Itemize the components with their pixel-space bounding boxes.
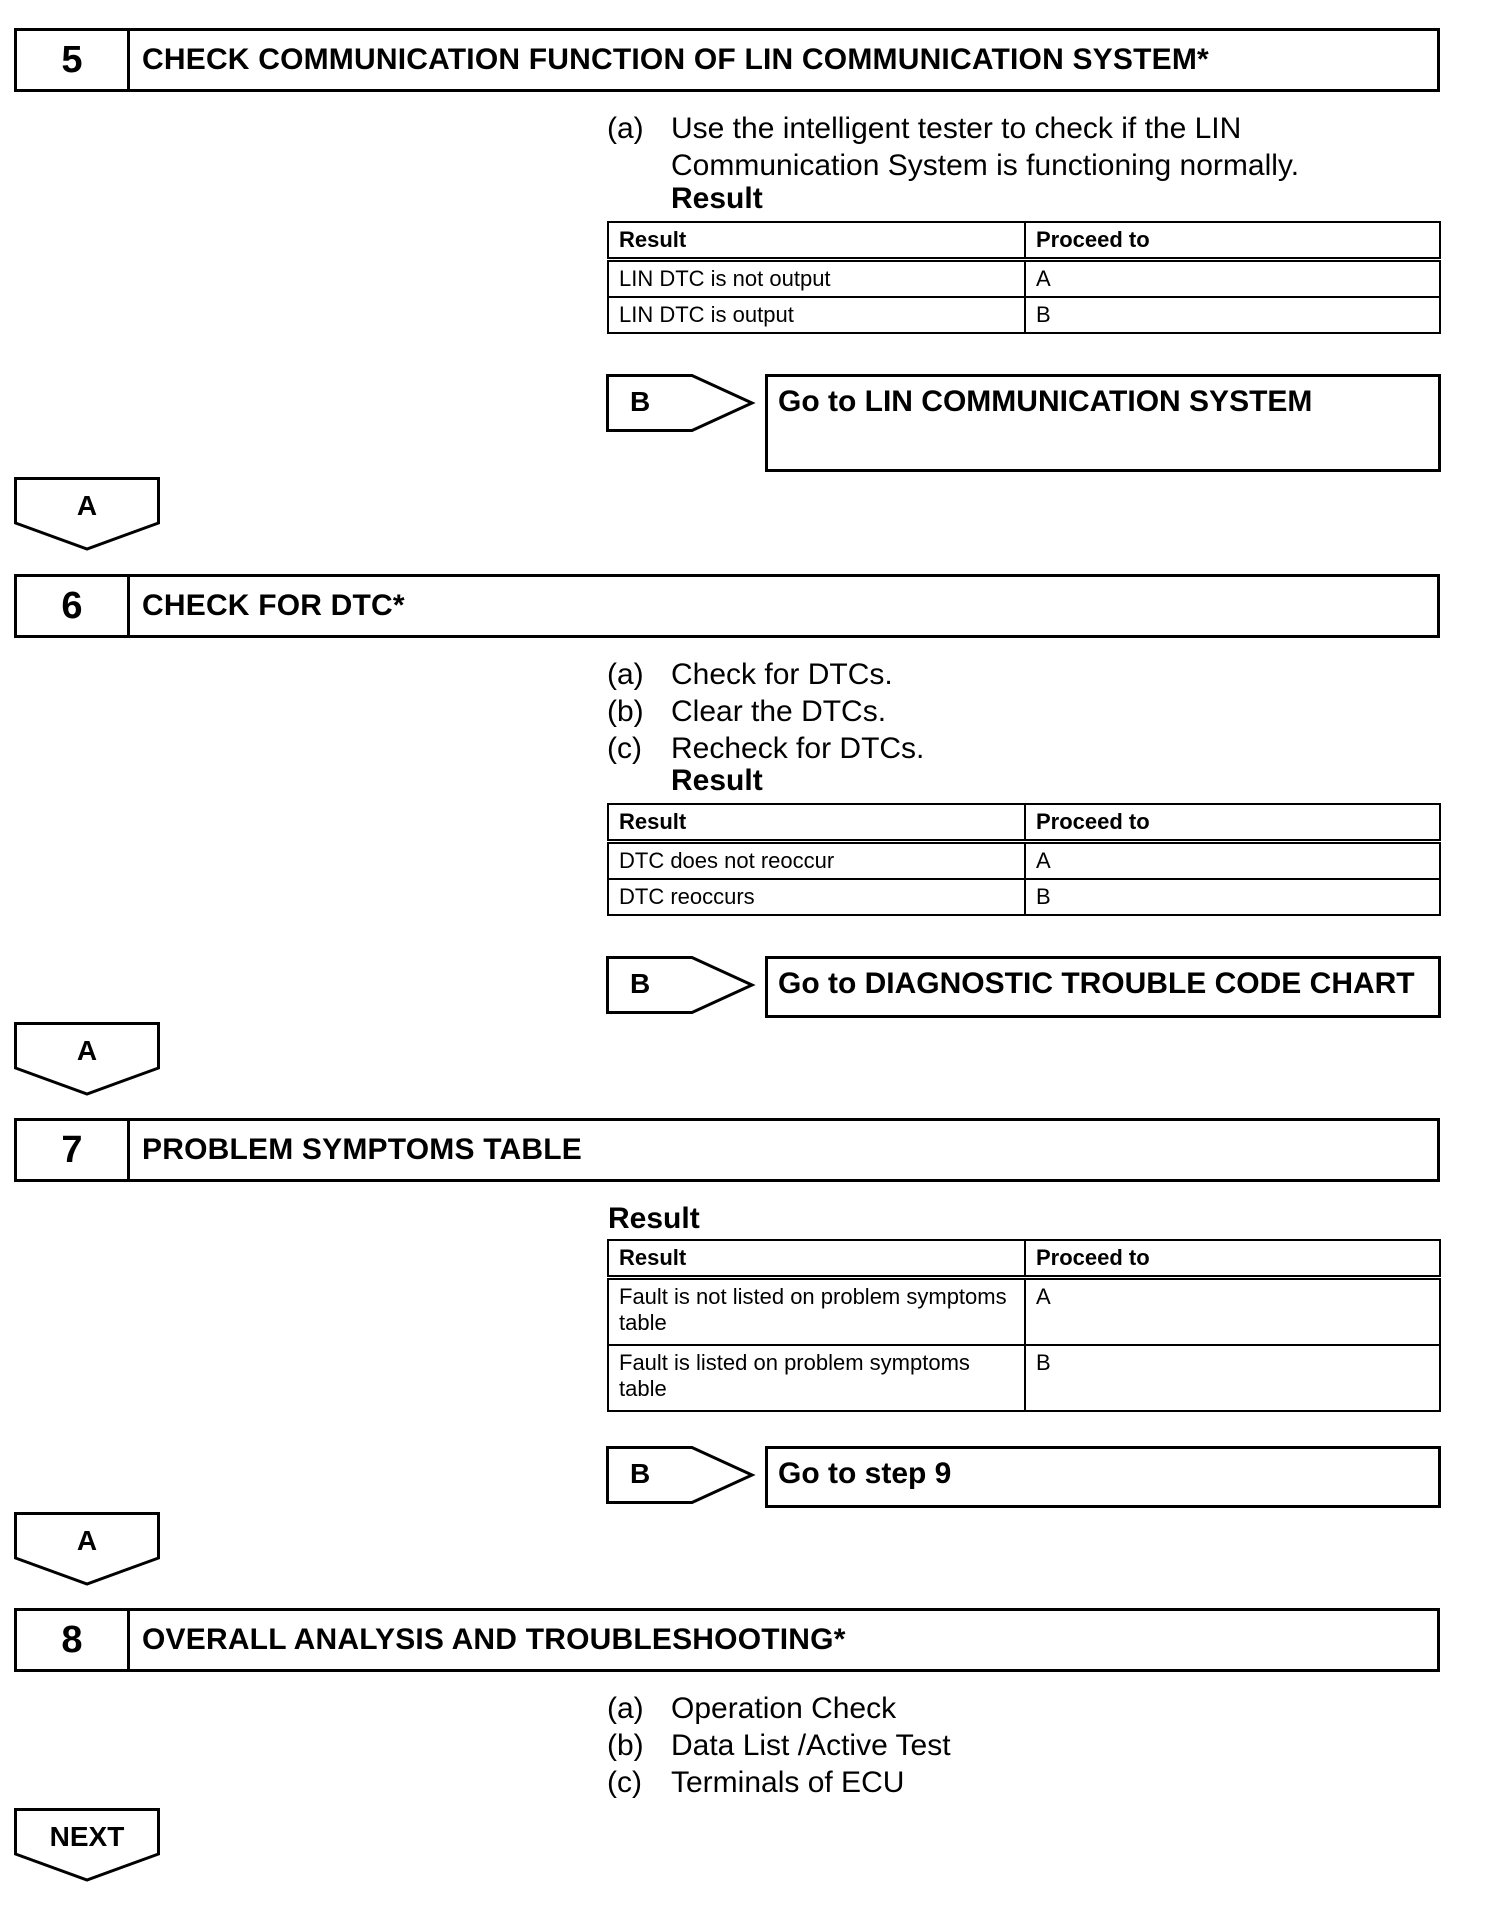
step-6-instructions — [607, 656, 1367, 767]
column-header: Proceed to — [1025, 804, 1440, 842]
column-header: Result — [608, 222, 1025, 260]
branch-arrow-icon — [606, 374, 756, 432]
table-cell: B — [1025, 297, 1440, 333]
table-cell: Fault is not listed on problem symptoms table — [608, 1278, 1025, 1346]
next-label: A — [76, 1525, 98, 1556]
table-cell: Fault is listed on problem symptoms table — [608, 1345, 1025, 1411]
instruction-text: Terminals of ECU — [671, 1766, 905, 1799]
instruction-label: (c) — [607, 732, 642, 765]
step-number: 6 — [17, 577, 130, 635]
table-cell: DTC reoccurs — [608, 879, 1025, 915]
step-7-header — [14, 1118, 1440, 1182]
instruction-label: (c) — [607, 1766, 642, 1799]
goto-box: Go to DIAGNOSTIC TROUBLE CODE CHART — [765, 956, 1441, 1018]
instruction-label: (a) — [607, 658, 644, 691]
result-heading: Result — [608, 1202, 700, 1235]
step-title: PROBLEM SYMPTOMS TABLE — [142, 1133, 582, 1166]
result-heading: Result — [671, 764, 763, 797]
result-heading: Result — [671, 182, 763, 215]
next-label: A — [76, 490, 98, 521]
instruction-item — [607, 1727, 1367, 1764]
instruction-item — [607, 110, 1367, 184]
column-header: Proceed to — [1025, 1240, 1440, 1278]
table-cell: A — [1025, 1278, 1440, 1346]
instruction-text: Clear the DTCs. — [671, 695, 887, 728]
table-cell: A — [1025, 842, 1440, 880]
column-header: Proceed to — [1025, 222, 1440, 260]
instruction-item — [607, 730, 1367, 767]
branch-arrow-icon — [606, 1446, 756, 1504]
table-cell: LIN DTC is output — [608, 297, 1025, 333]
branch-label: B — [630, 1458, 651, 1489]
step-number: 5 — [17, 31, 130, 89]
branch-label: B — [630, 386, 651, 417]
table-row — [608, 879, 1440, 915]
instruction-text: Data List /Active Test — [671, 1729, 951, 1762]
instruction-label: (a) — [607, 112, 644, 145]
next-label: NEXT — [49, 1821, 125, 1852]
table-cell: B — [1025, 1345, 1440, 1411]
table-row — [608, 297, 1440, 333]
step-5-instructions — [607, 110, 1367, 184]
step-title: CHECK COMMUNICATION FUNCTION OF LIN COMMUNICATION SYSTEM* — [142, 43, 1209, 76]
instruction-text: Check for DTCs. — [671, 658, 893, 691]
step-number: 8 — [17, 1611, 130, 1669]
instruction-item — [607, 1690, 1367, 1727]
instruction-text: Recheck for DTCs. — [671, 732, 925, 765]
branch-label: B — [630, 968, 651, 999]
table-row — [608, 842, 1440, 880]
instruction-item — [607, 1764, 1367, 1801]
step-title: OVERALL ANALYSIS AND TROUBLESHOOTING* — [142, 1623, 846, 1656]
table-cell: LIN DTC is not output — [608, 260, 1025, 298]
instruction-label: (b) — [607, 695, 644, 728]
instruction-text: Operation Check — [671, 1692, 897, 1725]
table-cell: A — [1025, 260, 1440, 298]
step-5-header — [14, 28, 1440, 92]
table-cell: B — [1025, 879, 1440, 915]
instruction-item — [607, 656, 1367, 693]
step-6-header — [14, 574, 1440, 638]
instruction-label: (a) — [607, 1692, 644, 1725]
step-6-result-table — [607, 803, 1441, 916]
next-label: A — [76, 1035, 98, 1066]
table-row — [608, 1278, 1440, 1346]
goto-box: Go to step 9 — [765, 1446, 1441, 1508]
table-row — [608, 1345, 1440, 1411]
branch-arrow-icon — [606, 956, 756, 1014]
instruction-label: (b) — [607, 1729, 644, 1762]
step-8-instructions — [607, 1690, 1367, 1801]
table-cell: DTC does not reoccur — [608, 842, 1025, 880]
column-header: Result — [608, 804, 1025, 842]
table-row — [608, 260, 1440, 298]
column-header: Result — [608, 1240, 1025, 1278]
step-8-header — [14, 1608, 1440, 1672]
step-5-result-table — [607, 221, 1441, 334]
instruction-item — [607, 693, 1367, 730]
instruction-text: Use the intelligent tester to check if the LIN Communication System is functioning normally. — [671, 112, 1300, 182]
step-number: 7 — [17, 1121, 130, 1179]
step-title: CHECK FOR DTC* — [142, 589, 405, 622]
step-7-result-table — [607, 1239, 1441, 1412]
goto-box: Go to LIN COMMUNICATION SYSTEM — [765, 374, 1441, 472]
